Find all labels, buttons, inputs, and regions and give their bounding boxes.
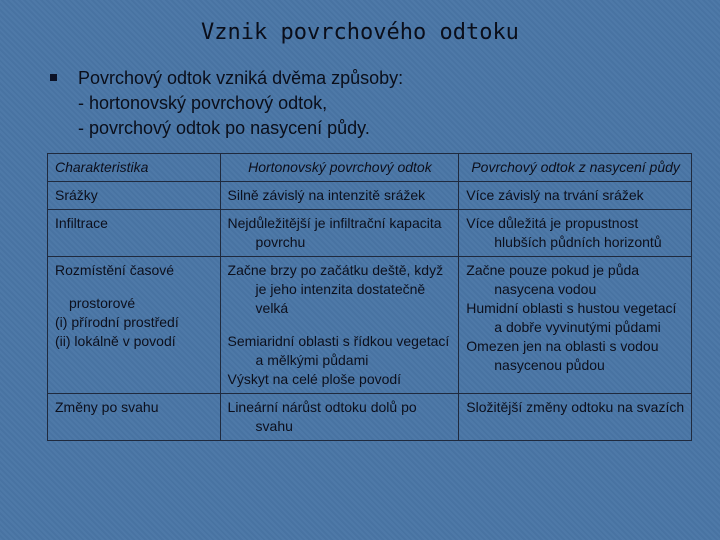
header-cell: Povrchový odtok z nasycení půdy (459, 154, 692, 182)
bullet-line: - hortonovský povrchový odtok, (78, 93, 328, 113)
table-cell: Změny po svahu (48, 394, 221, 441)
cell-text: Výskyt na celé ploše povodí (227, 371, 402, 387)
table-cell (459, 182, 692, 210)
table-cell (220, 210, 459, 257)
table-cell (220, 257, 459, 394)
bullet-item (50, 66, 690, 141)
table-cell (459, 257, 692, 394)
cell-text: (i) přírodní prostředí (55, 314, 179, 330)
cell-text: Silně závislý na intenzitě srážek (227, 187, 426, 203)
header-cell: Hortonovský povrchový odtok (220, 154, 459, 182)
table-cell (459, 394, 692, 441)
comparison-table (47, 153, 692, 441)
bullet-line: - povrchový odtok po nasycení půdy. (78, 118, 370, 138)
table-row (48, 210, 692, 257)
header-cell: Charakteristika (48, 154, 221, 182)
table-cell (48, 257, 221, 394)
cell-text: Více závislý na trvání srážek (466, 187, 644, 203)
slide-title: Vznik povrchového odtoku (201, 20, 519, 45)
cell-text: Omezen jen na oblasti s vodou nasycenou půdou (466, 338, 659, 373)
cell-text: Lineární nárůst odtoku dolů po svahu (227, 399, 417, 434)
square-bullet-icon (50, 74, 57, 81)
cell-text: Složitější změny odtoku na svazích (466, 399, 685, 415)
table-cell (459, 210, 692, 257)
bullet-line: Povrchový odtok vzniká dvěma způsoby: (78, 68, 404, 88)
table-cell: Srážky (48, 182, 221, 210)
table-row (48, 257, 692, 394)
table-cell (220, 182, 459, 210)
cell-text: Začne brzy po začátku deště, když je jeho intenzita dostatečně velká (227, 262, 444, 316)
cell-text: Nejdůležitější je infiltrační kapacita povrchu (227, 215, 442, 250)
cell-text: Začne pouze pokud je půda nasycena vodou (466, 262, 640, 297)
table-header-row (48, 154, 692, 182)
cell-text: (ii) lokálně v povodí (55, 333, 176, 349)
table-cell: Infiltrace (48, 210, 221, 257)
bullet-text (78, 66, 690, 141)
table-cell (220, 394, 459, 441)
cell-text: Semiaridní oblasti s řídkou vegetací a mělkými půdami (227, 333, 450, 368)
cell-text: prostorové (69, 295, 136, 311)
cell-text: Humidní oblasti s hustou vegetací a dobře vyvinutými půdami (466, 300, 677, 335)
cell-text: Více důležitá je propustnost hlubších půdních horizontů (466, 215, 662, 250)
cell-text: Rozmístění časové (55, 262, 175, 278)
table-row (48, 394, 692, 441)
table-row (48, 182, 692, 210)
